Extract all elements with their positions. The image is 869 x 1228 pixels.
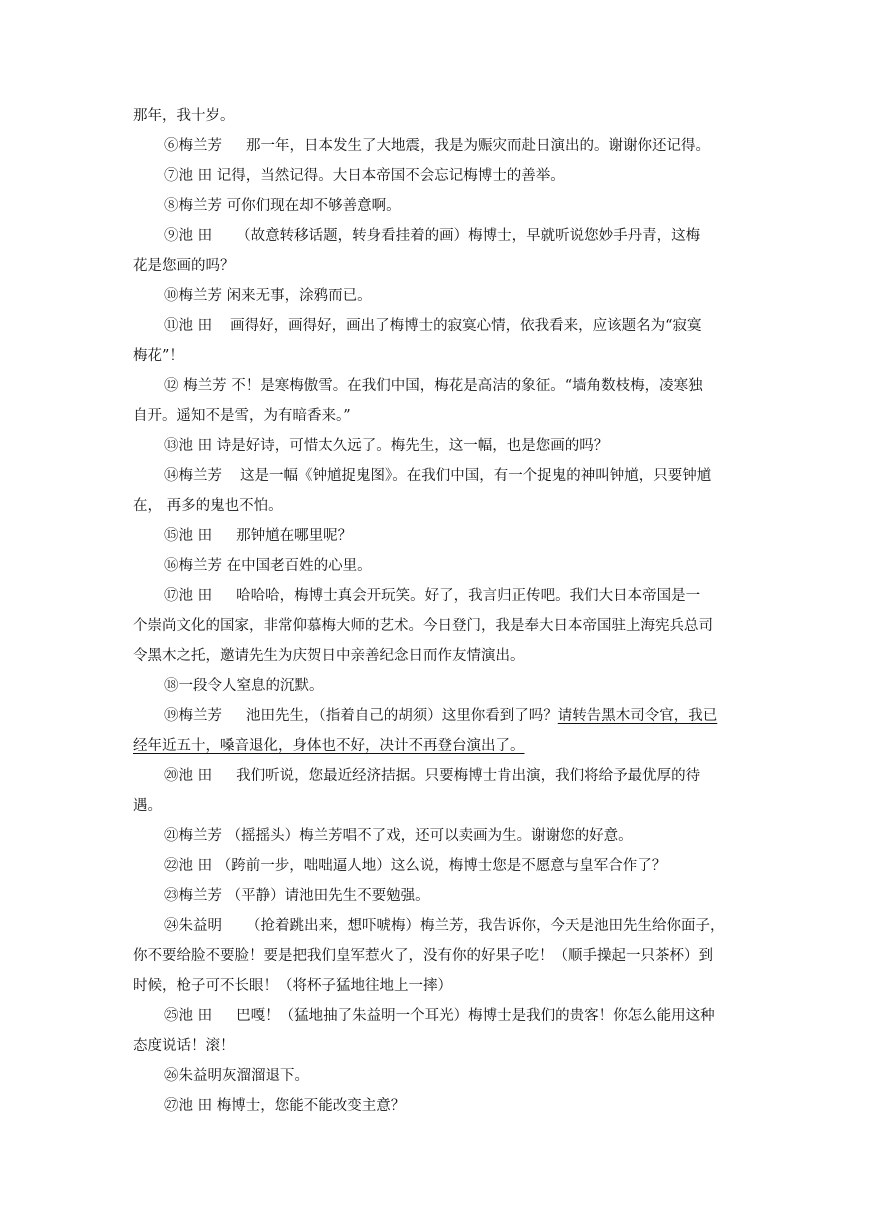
text-line: 令黑木之托，邀请先生为庆贺日中亲善纪念日而作友情演出。 [133,648,525,664]
dialogue-line-11: ⑪池 田 画得好，画得好，画出了梅博士的寂寞心情，依我看来，应该题名为“寂寞 [164,318,702,334]
dialogue-line-20: ⑳池 田 我们听说，您最近经济拮据。只要梅博士肯出演，我们将给予最优厚的待 [164,768,701,784]
text-line: 梅花”！ [133,348,184,364]
dialogue-line-19: ⑲梅兰芳 池田先生，（指着自己的胡须）这里你看到了吗？请转告黑木司令官，我已 [164,708,718,724]
dialogue-line-15: ⑮池 田 那钟馗在哪里呢？ [164,528,353,544]
underlined-text: 请转告黑木司令官，我已 [557,708,718,724]
text-line: 时候，枪子可不长眼！（将杯子猛地往地上一摔） [133,978,452,994]
dialogue-line-10: ⑩梅兰芳 闲来无事，涂鸦而已。 [164,288,372,304]
dialogue-line-23: ㉓梅兰芳 （平静）请池田先生不要勉强。 [164,888,430,904]
dialogue-line-21: ㉑梅兰芳 （摇摇头）梅兰芳唱不了戏，还可以卖画为生。谢谢您的好意。 [164,828,633,844]
dialogue-line-8: ⑧梅兰芳 可你们现在却不够善意啊。 [164,198,401,214]
dialogue-line-26: ㉖朱益明灰溜溜退下。 [164,1068,309,1084]
dialogue-line-17: ⑰池 田 哈哈哈，梅博士真会开玩笑。好了，我言归正传吧。我们大日本帝国是一 [164,588,701,604]
text-line: 在， 再多的鬼也不怕。 [133,498,283,514]
dialogue-line-24: ㉔朱益明 （抢着跳出来，想吓唬梅）梅兰芳，我告诉你，今天是池田先生给你面子， [164,918,725,934]
script-text [133,101,738,1121]
text-line: 你不要给脸不要脸！要是把我们皇军惹火了，没有你的好果子吃！（顺手操起一只茶杯）到 [133,948,713,964]
dialogue-line-7: ⑦池 田 记得，当然记得。大日本帝国不会忘记梅博士的善举。 [164,168,565,184]
text-line: 遇。 [133,798,162,814]
dialogue-line-22: ㉒池 田 （跨前一步，咄咄逼人地）这么说，梅博士您是不愿意与皇军合作了？ [164,858,667,874]
text-line [133,731,738,761]
dialogue-line-6: ⑥梅兰芳 那一年，日本发生了大地震，我是为赈灾而赴日演出的。谢谢你还记得。 [164,138,710,154]
dialogue-line-12: ⑫ 梅兰芳 不！是寒梅傲雪。在我们中国，梅花是高洁的象征。“墙角数枝梅，凌寒独 [164,378,703,394]
text-line: 花是您画的吗？ [133,258,235,274]
dialogue-line-16: ⑯梅兰芳 在中国老百姓的心里。 [164,558,372,574]
dialogue-line-13: ⑬池 田 诗是好诗，可惜太久远了。梅先生，这一幅，也是您画的吗？ [164,438,609,454]
dialogue-line-14: ⑭梅兰芳 这是一幅《钟馗捉鬼图》。在我们中国，有一个捉鬼的神叫钟馗，只要钟馗 [164,468,712,484]
dialogue-line-18: ⑱一段令人窒息的沉默。 [164,678,324,694]
text-line: 态度说话！滚！ [133,1038,235,1054]
text-line: 那年，我十岁。 [133,108,235,124]
text-line: 个崇尚文化的国家，非常仰慕梅大师的艺术。今日登门，我是奉大日本帝国驻上海宪兵总司 [133,618,713,634]
text-line: 自开。遥知不是雪，为有暗香来。” [133,408,351,424]
dialogue-line-25: ㉕池 田 巴嘎！（猛地抽了朱益明一个耳光）梅博士是我们的贵客！你怎么能用这种 [164,1008,715,1024]
dialogue-line-27: ㉗池 田 梅博士，您能不能改变主意？ [164,1098,406,1114]
dialogue-line-9: ⑨池 田 （故意转移话题，转身看挂着的画）梅博士，早就听说您妙手丹青，这梅 [164,228,701,244]
underlined-text: 经年近五十，嗓音退化，身体也不好，决计不再登台演出了。 [133,738,525,754]
